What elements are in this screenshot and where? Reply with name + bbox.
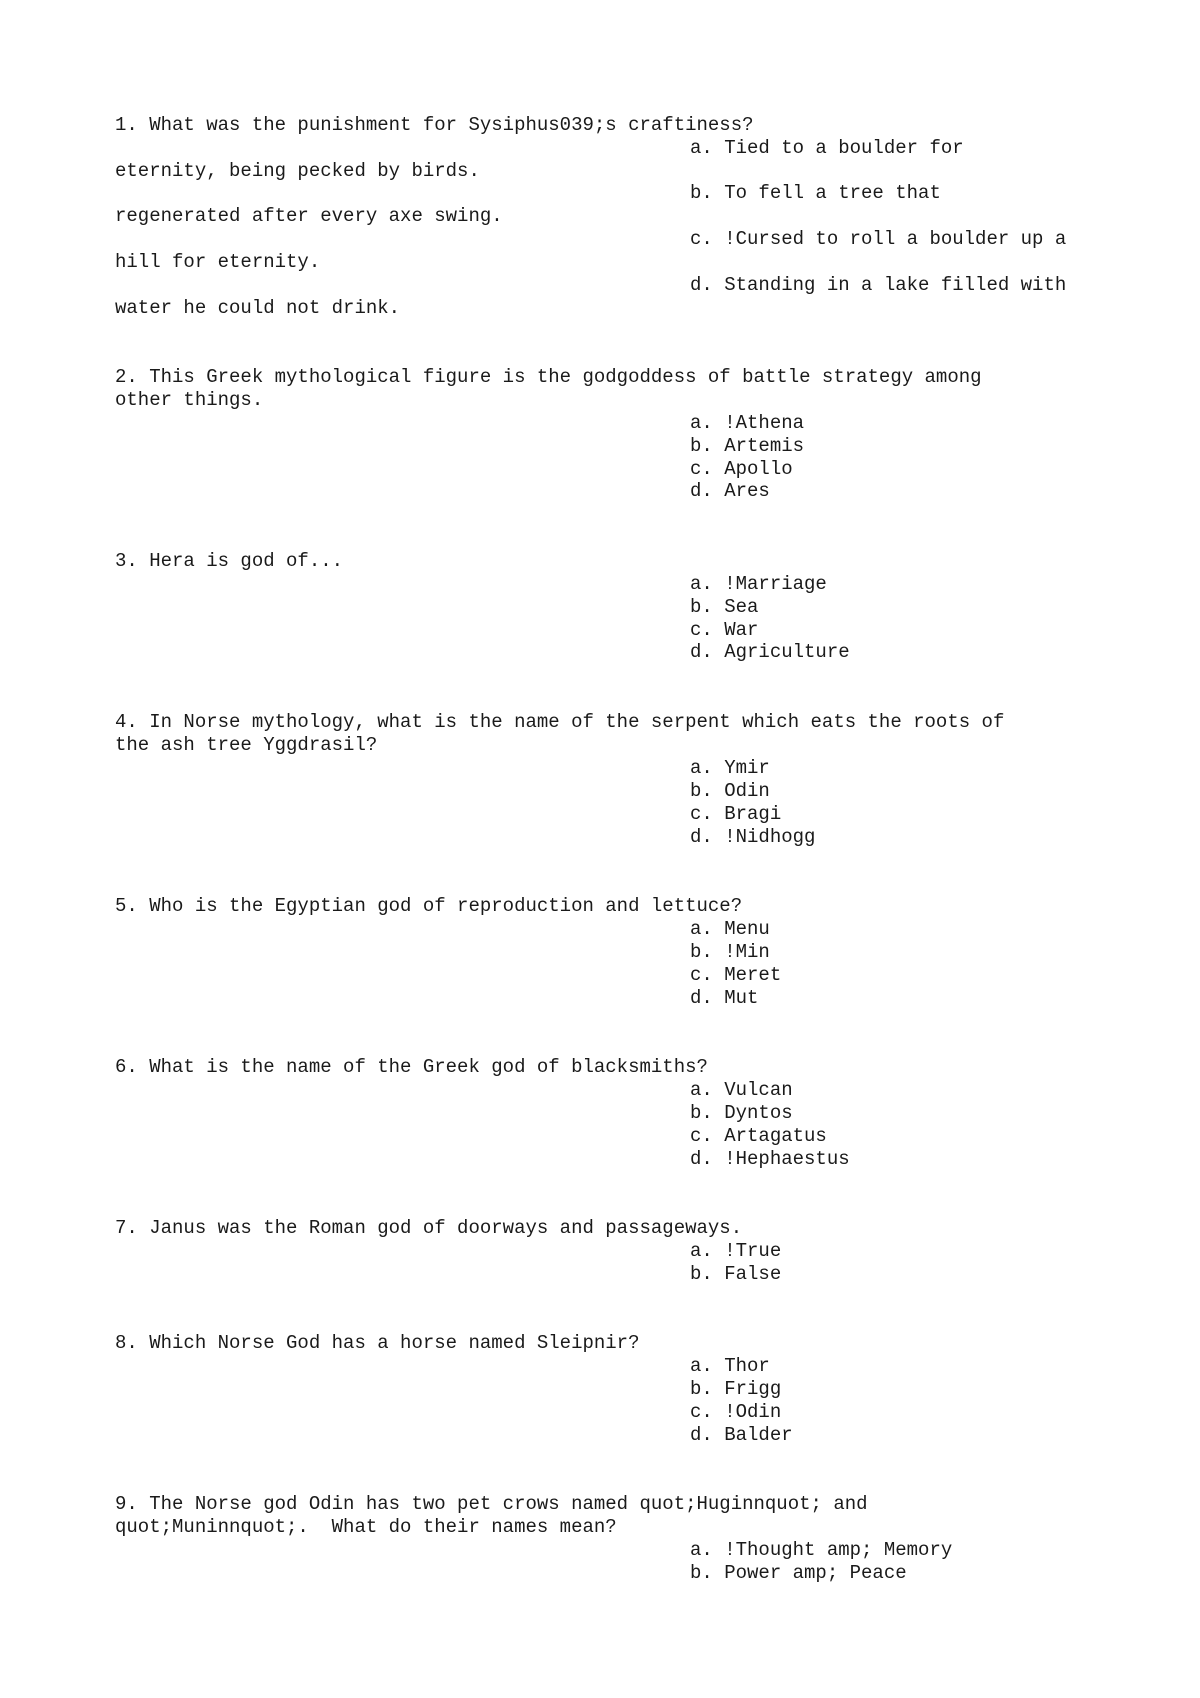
question-2-option-b: b. Artemis bbox=[690, 435, 805, 457]
question-1-option-b-continuation: regenerated after every axe swing. bbox=[115, 205, 503, 227]
question-8-option-a: a. Thor bbox=[690, 1355, 770, 1377]
question-1-option-c-continuation: hill for eternity. bbox=[115, 251, 321, 273]
question-7-option-b: b. False bbox=[690, 1263, 782, 1285]
question-2-option-d: d. Ares bbox=[690, 480, 770, 502]
question-2-text-line-1: 2. This Greek mythological figure is the godgoddess of battle strategy among bbox=[115, 366, 982, 388]
question-4-option-c: c. Bragi bbox=[690, 803, 782, 825]
question-3-option-a: a. !Marriage bbox=[690, 573, 827, 595]
question-7-text: 7. Janus was the Roman god of doorways and passageways. bbox=[115, 1217, 743, 1239]
question-3-option-d: d. Agriculture bbox=[690, 641, 850, 663]
question-3-option-b: b. Sea bbox=[690, 596, 759, 618]
question-2-option-c: c. Apollo bbox=[690, 458, 793, 480]
question-8-option-d: d. Balder bbox=[690, 1424, 793, 1446]
question-5-option-c: c. Meret bbox=[690, 964, 782, 986]
question-5-option-a: a. Menu bbox=[690, 918, 770, 940]
question-1-option-d-continuation: water he could not drink. bbox=[115, 297, 401, 319]
question-4-text-line-1: 4. In Norse mythology, what is the name of the serpent which eats the roots of bbox=[115, 711, 1005, 733]
question-6-option-a: a. Vulcan bbox=[690, 1079, 793, 1101]
question-8-text: 8. Which Norse God has a horse named Sleipnir? bbox=[115, 1332, 640, 1354]
question-1-option-b: b. To fell a tree that bbox=[690, 182, 941, 204]
question-3-text: 3. Hera is god of... bbox=[115, 550, 344, 572]
question-9-text-line-2: quot;Muninnquot;. What do their names mean? bbox=[115, 1516, 617, 1538]
question-5-text: 5. Who is the Egyptian god of reproduction and lettuce? bbox=[115, 895, 743, 917]
question-4-option-b: b. Odin bbox=[690, 780, 770, 802]
question-4-text-line-2: the ash tree Yggdrasil? bbox=[115, 734, 378, 756]
question-4-option-d: d. !Nidhogg bbox=[690, 826, 816, 848]
question-3-option-c: c. War bbox=[690, 619, 759, 641]
question-6-option-c: c. Artagatus bbox=[690, 1125, 827, 1147]
question-5-option-d: d. Mut bbox=[690, 987, 759, 1009]
question-2-text-line-2: other things. bbox=[115, 389, 264, 411]
question-9-text-line-1: 9. The Norse god Odin has two pet crows named quot;Huginnquot; and bbox=[115, 1493, 868, 1515]
question-1-option-a: a. Tied to a boulder for bbox=[690, 137, 964, 159]
question-1-option-a-continuation: eternity, being pecked by birds. bbox=[115, 160, 480, 182]
question-2-option-a: a. !Athena bbox=[690, 412, 805, 434]
question-5-option-b: b. !Min bbox=[690, 941, 770, 963]
question-1-option-d: d. Standing in a lake filled with bbox=[690, 274, 1067, 296]
question-8-option-c: c. !Odin bbox=[690, 1401, 782, 1423]
question-1-option-c: c. !Cursed to roll a boulder up a bbox=[690, 228, 1067, 250]
question-6-option-d: d. !Hephaestus bbox=[690, 1148, 850, 1170]
question-9-option-a: a. !Thought amp; Memory bbox=[690, 1539, 953, 1561]
question-9-option-b: b. Power amp; Peace bbox=[690, 1562, 907, 1584]
question-6-option-b: b. Dyntos bbox=[690, 1102, 793, 1124]
question-8-option-b: b. Frigg bbox=[690, 1378, 782, 1400]
question-6-text: 6. What is the name of the Greek god of blacksmiths? bbox=[115, 1056, 708, 1078]
question-1-text: 1. What was the punishment for Sysiphus039;s craftiness? bbox=[115, 114, 754, 136]
question-7-option-a: a. !True bbox=[690, 1240, 782, 1262]
question-4-option-a: a. Ymir bbox=[690, 757, 770, 779]
